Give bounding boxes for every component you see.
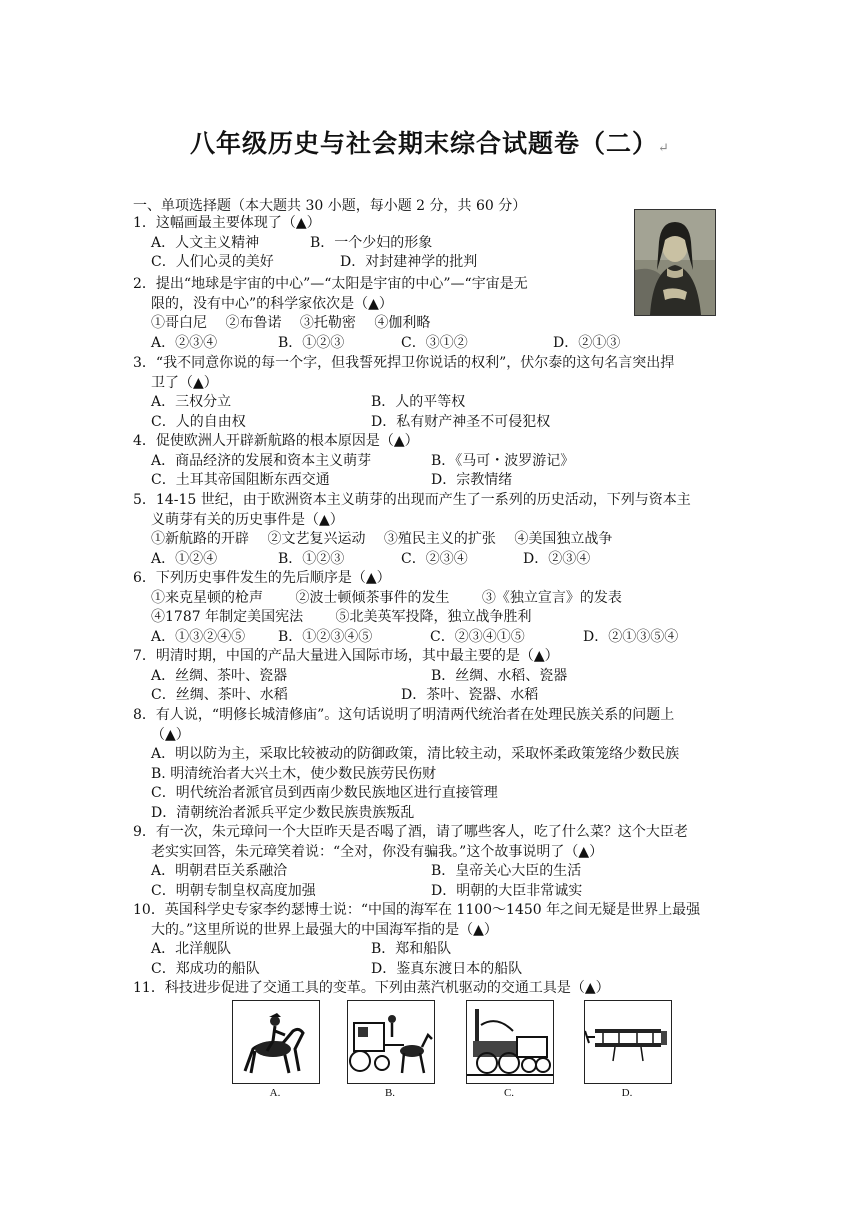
question-stem: 7．明清时期，中国的产品大量进入国际市场，其中最主要的是（▲） xyxy=(133,648,559,664)
question-stem: 8．有人说，“明修长城清修庙”。这句话说明了明清两代统治者在处理民族关系的问题上 xyxy=(133,707,675,723)
option-a: A．②③④ xyxy=(151,334,218,351)
option-c: C．明代统治者派官员到西南少数民族地区进行直接管理 xyxy=(151,785,498,801)
question-4 xyxy=(133,432,575,491)
question-7 xyxy=(133,647,568,706)
question-stem: 2．提出“地球是宇宙的中心”—“太阳是宇宙的中心”—“宇宙是无 xyxy=(133,276,528,292)
option-c: C．人的自由权 xyxy=(151,413,246,430)
question-stem: 5．14-15 世纪，由于欧洲资本主义萌芽的出现而产生了一系列的历史活动，下列与资本主 xyxy=(133,492,691,508)
option-a: A．①③②④⑤ xyxy=(151,628,246,645)
option-d: D．清朝统治者派兵平定少数民族贵族叛乱 xyxy=(151,804,415,821)
question-stem: 大的。”这里所说的世界上最强大的中国海军指的是（▲） xyxy=(151,921,498,938)
option-b: B．①②③ xyxy=(278,334,345,351)
option-d: D．明朝的大臣非常诚实 xyxy=(431,882,583,899)
option-d: D．对封建神学的批判 xyxy=(340,254,478,270)
option-c: C．②③④ xyxy=(401,550,468,567)
question-stem: （▲） xyxy=(151,726,190,743)
question-items: ④1787 年制定美国宪法 ⑤北美英军投降，独立战争胜利 xyxy=(151,609,532,625)
option-b: B．人的平等权 xyxy=(371,394,466,410)
option-c: C．③①② xyxy=(401,334,468,351)
question-stem: 9．有一次，朱元璋问一个大臣昨天是否喝了酒，请了哪些客人，吃了什么菜？这个大臣老 xyxy=(133,824,688,840)
option-c: C．土耳其帝国阻断东西交通 xyxy=(151,472,330,488)
option-c-label: C. xyxy=(503,1087,515,1099)
option-d: D．②③④ xyxy=(523,550,591,567)
mona-lisa-portrait-image xyxy=(634,209,716,316)
question-stem: 限的，没有中心”的科学家依次是（▲） xyxy=(151,295,393,312)
option-d: D．②①③ xyxy=(553,334,621,351)
steam-locomotive-image xyxy=(466,1000,554,1084)
option-d-label: D. xyxy=(621,1087,633,1099)
option-a-label: A. xyxy=(269,1087,281,1099)
option-a: A．①②④ xyxy=(151,550,218,567)
exam-title: 八年级历史与社会期末综合试题卷（二）↵ xyxy=(190,129,670,158)
option-b: B．一个少妇的形象 xyxy=(310,234,433,251)
question-stem: 卫了（▲） xyxy=(151,374,218,391)
option-b: B．皇帝关心大臣的生活 xyxy=(431,863,582,879)
question-stem: 义萌芽有关的历史事件是（▲） xyxy=(151,511,344,528)
option-b: B．丝绸、水稻、瓷器 xyxy=(431,667,568,684)
option-a: A．人文主义精神 xyxy=(151,234,260,251)
option-a: A．明以防为主，采取比较被动的防御政策，清比较主动，采取怀柔政策笼络少数民族 xyxy=(151,746,680,762)
question-items: ①新航路的开辟 ②文艺复兴运动 ③殖民主义的扩张 ④美国独立战争 xyxy=(151,531,613,547)
option-b: B．郑和船队 xyxy=(371,941,452,957)
question-10 xyxy=(133,901,700,979)
option-b: B. 明清统治者大兴土木，使少数民族劳民伤财 xyxy=(151,765,437,782)
option-d: D．私有财产神圣不可侵犯权 xyxy=(371,413,551,430)
question-stem: 老实实回答，朱元璋笑着说：“全对，你没有骗我。”这个故事说明了（▲） xyxy=(151,843,604,860)
option-b-label: B. xyxy=(384,1087,396,1099)
option-a: A．三权分立 xyxy=(151,394,232,410)
option-c: C．人们心灵的美好 xyxy=(151,254,274,270)
question-items: ①来克星顿的枪声 ②波士顿倾茶事件的发生 ③《独立宣言》的发表 xyxy=(151,589,622,606)
section-heading: 一、单项选择题（本大题共 30 小题，每小题 2 分，共 60 分） xyxy=(133,198,527,214)
question-stem: 10．英国科学史专家李约瑟博士说：“中国的海军在 1100～1450 年之间无疑是世界上最强 xyxy=(133,902,701,918)
question-stem: 11．科技进步促进了交通工具的变革。下列由蒸汽机驱动的交通工具是（▲） xyxy=(133,980,610,996)
question-9 xyxy=(133,823,688,901)
option-c: C．②③④①⑤ xyxy=(430,628,525,645)
option-a: A．丝绸、茶叶、瓷器 xyxy=(151,667,288,684)
option-d: D．鉴真东渡日本的船队 xyxy=(371,960,523,977)
question-3 xyxy=(133,354,674,432)
option-d: D．②①③⑤④ xyxy=(583,628,679,645)
option-d: D．茶叶、瓷器、水稻 xyxy=(401,687,539,703)
option-c: C．郑成功的船队 xyxy=(151,960,260,977)
option-c: C．丝绸、茶叶、水稻 xyxy=(151,687,288,703)
question-6 xyxy=(133,569,679,647)
option-c: C．明朝专制皇权高度加强 xyxy=(151,882,316,899)
question-stem: 6．下列历史事件发生的先后顺序是（▲） xyxy=(133,570,391,586)
question-items: ①哥白尼 ②布鲁诺 ③托勒密 ④伽利略 xyxy=(151,315,431,331)
option-d: D．宗教情绪 xyxy=(431,472,513,488)
biplane-image xyxy=(584,1000,672,1084)
option-a: A．商品经济的发展和资本主义萌芽 xyxy=(151,452,372,469)
option-b: B．①②③ xyxy=(278,550,345,567)
option-a: A．明朝君臣关系融洽 xyxy=(151,863,288,879)
question-1 xyxy=(133,214,478,273)
question-11 xyxy=(133,979,610,999)
question-stem: 3．“我不同意你说的每一个字，但我誓死捍卫你说话的权利”，伏尔泰的这句名言突出捍 xyxy=(133,355,675,371)
option-b: B．①②③④⑤ xyxy=(278,628,373,645)
question-8 xyxy=(133,706,679,823)
question-stem: 1．这幅画最主要体现了（▲） xyxy=(133,215,321,231)
question-5 xyxy=(133,491,691,569)
question-2 xyxy=(133,275,621,353)
horse-carriage-image xyxy=(347,1000,435,1084)
option-b: B．《马可・波罗游记》 xyxy=(431,452,575,469)
horse-rider-image xyxy=(232,1000,320,1084)
option-a: A．北洋舰队 xyxy=(151,941,232,957)
question-stem: 4．促使欧洲人开辟新航路的根本原因是（▲） xyxy=(133,433,419,449)
